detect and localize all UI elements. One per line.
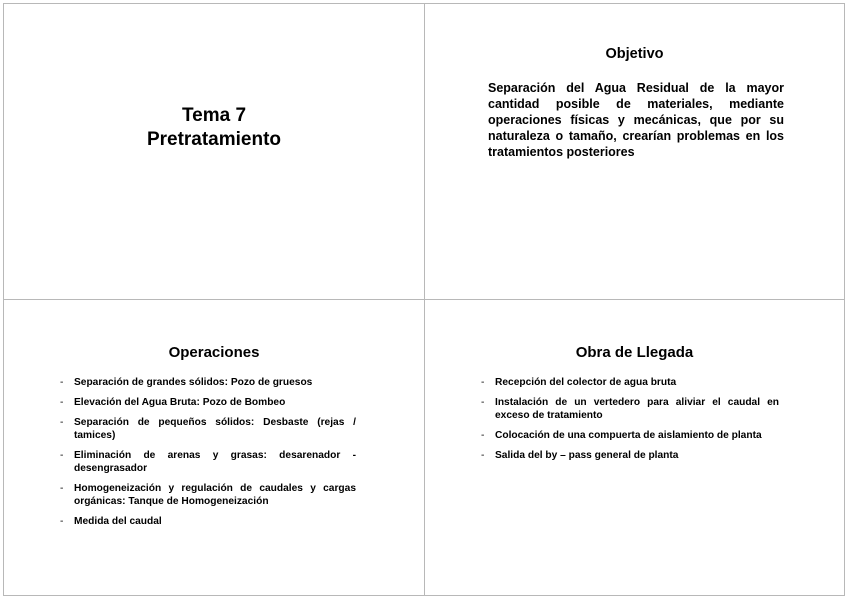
list-item	[481, 396, 779, 422]
list-item-text: Separación de grandes sólidos: Pozo de gruesos	[74, 377, 313, 388]
list-item-text: Homogeneización y regulación de caudales y cargas orgánicas: Tanque de Homogeneización	[74, 483, 356, 507]
list-item-text: Medida del caudal	[74, 516, 162, 527]
list-item	[60, 515, 356, 528]
bullet-dash: -	[60, 377, 64, 388]
list-item	[481, 429, 779, 442]
bullet-dash: -	[60, 417, 64, 428]
list-item	[481, 376, 779, 389]
arrival-works-list	[481, 376, 779, 469]
slide-heading: Obra de Llegada	[575, 344, 694, 361]
title-line-2: Pretratamiento	[146, 129, 282, 150]
bullet-dash: -	[481, 397, 485, 408]
slide-objetivo	[425, 4, 844, 299]
list-item-text: Eliminación de arenas y grasas: desarenador - desengrasador	[74, 450, 356, 474]
list-item	[60, 449, 356, 475]
bullet-dash: -	[60, 516, 64, 527]
list-item-text: Separación de pequeños sólidos: Desbaste (rejas / tamices)	[74, 417, 356, 441]
bullet-dash: -	[481, 377, 485, 388]
slide-heading: Objetivo	[605, 46, 664, 62]
bullet-dash: -	[60, 483, 64, 494]
bullet-dash: -	[60, 450, 64, 461]
slide-title-page	[4, 4, 424, 299]
list-item	[60, 376, 356, 389]
bullet-dash: -	[60, 397, 64, 408]
slide-main-title	[4, 104, 424, 152]
list-item-text: Salida del by – pass general de planta	[495, 450, 679, 461]
list-item	[60, 416, 356, 442]
objective-paragraph: Separación del Agua Residual de la mayor cantidad posible de materiales, mediante operaciones físicas y mecánicas, que por su naturaleza o tamaño, crearían problemas en los tratamientos posteriores	[488, 81, 784, 159]
bullet-dash: -	[481, 430, 485, 441]
list-item	[60, 396, 356, 409]
list-item-text: Recepción del colector de agua bruta	[495, 377, 677, 388]
list-item-text: Elevación del Agua Bruta: Pozo de Bombeo	[74, 397, 286, 408]
list-item	[481, 449, 779, 462]
list-item-text: Colocación de una compuerta de aislamiento de planta	[495, 430, 762, 441]
slide-heading: Operaciones	[168, 344, 260, 361]
operations-list	[60, 376, 356, 535]
list-item	[60, 482, 356, 508]
bullet-dash: -	[481, 450, 485, 461]
list-item-text: Instalación de un vertedero para aliviar el caudal en exceso de tratamiento	[495, 397, 779, 421]
slide-operaciones	[4, 300, 424, 595]
title-line-1: Tema 7	[181, 105, 247, 126]
slide-obra-de-llegada	[425, 300, 844, 595]
